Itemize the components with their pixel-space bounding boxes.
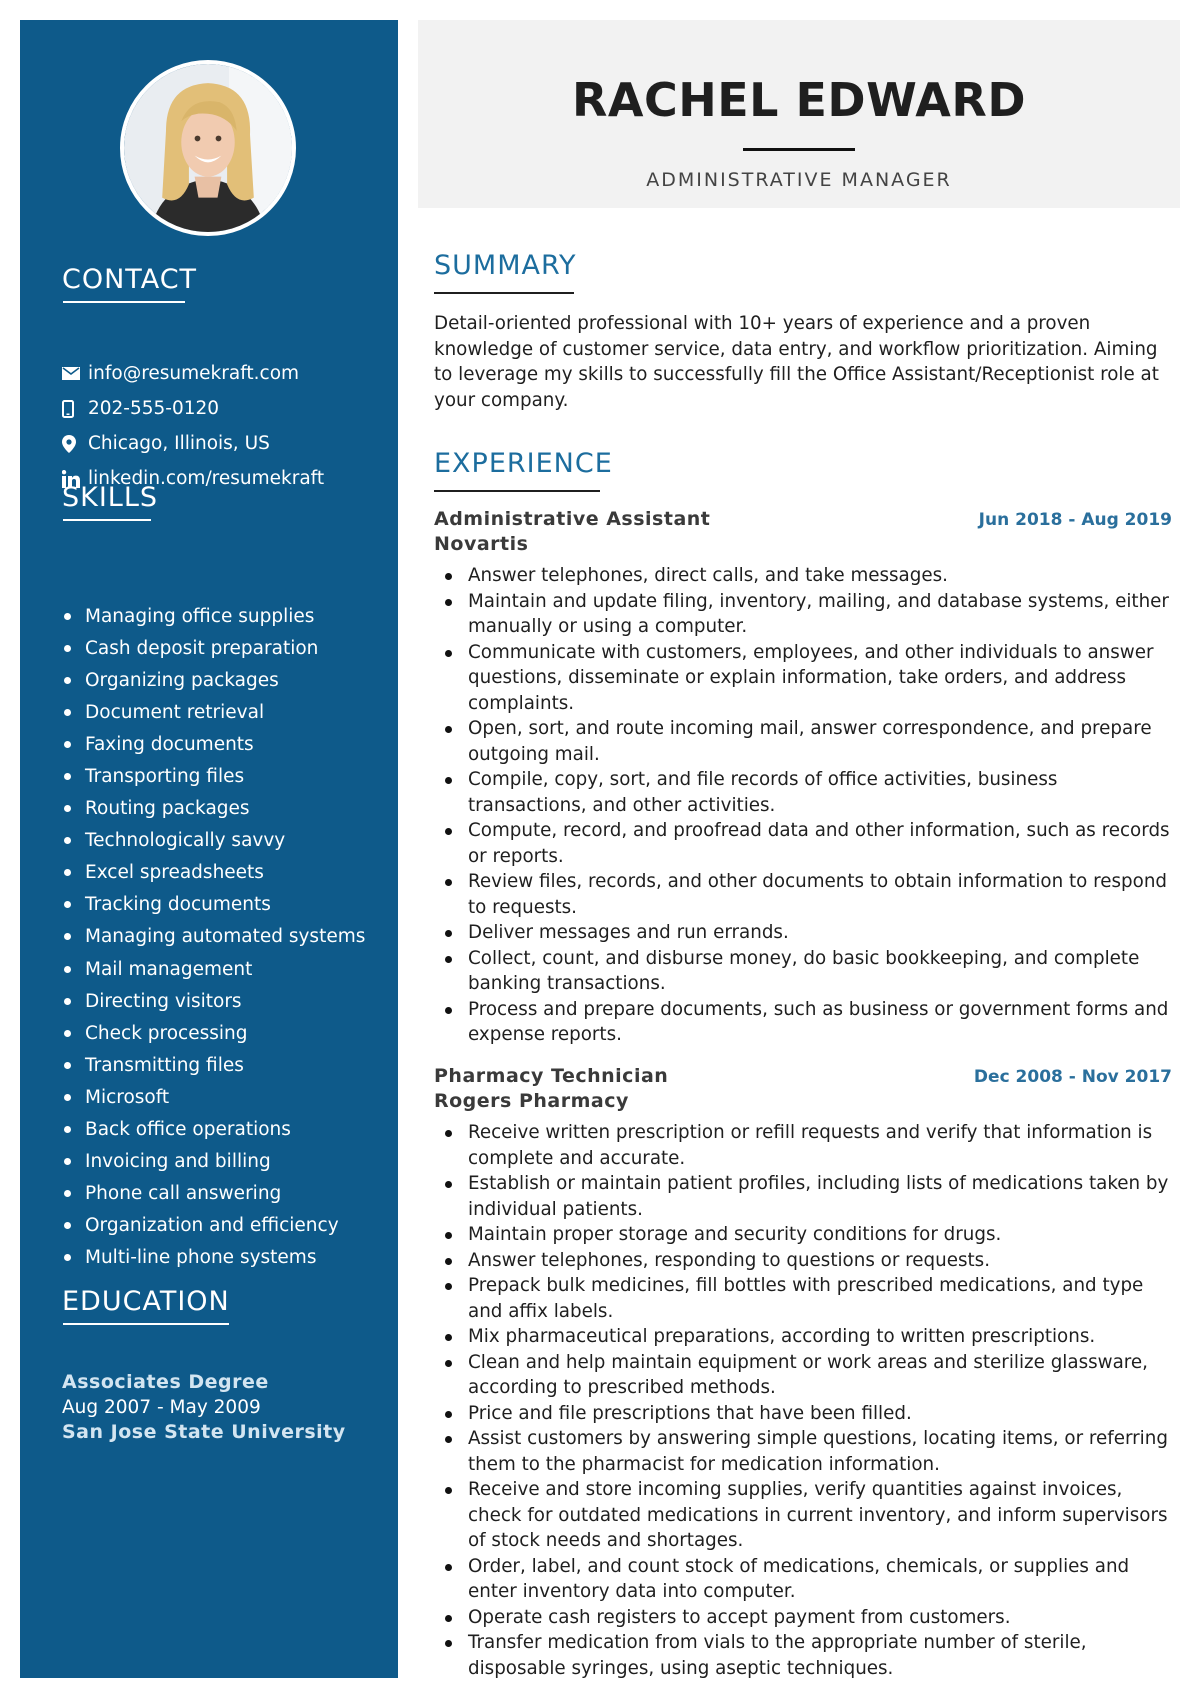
experience-duties — [434, 1120, 1174, 1681]
experience-title: Pharmacy Technician — [434, 1065, 669, 1087]
skills-list — [62, 600, 365, 1274]
duty-item: Maintain proper storage and security conditions for drugs. — [434, 1222, 1174, 1248]
experience-company: Rogers Pharmacy — [434, 1090, 629, 1112]
contact-location — [62, 426, 392, 461]
duty-item: Communicate with customers, employees, and other individuals to answer questions, disseminate or explain information, take orders, and address complaints. — [434, 640, 1174, 717]
envelope-icon — [62, 367, 88, 380]
skill-item: Invoicing and billing — [62, 1146, 365, 1178]
duty-item: Maintain and update filing, inventory, mailing, and database systems, either manually or using a computer. — [434, 589, 1174, 640]
skill-item: Microsoft — [62, 1081, 365, 1113]
resume-header — [418, 20, 1180, 208]
skill-item: Technologically savvy — [62, 825, 365, 857]
job-title: ADMINISTRATIVE MANAGER — [646, 169, 952, 191]
profile-photo — [120, 60, 296, 236]
skill-item: Excel spreadsheets — [62, 857, 365, 889]
contact-email[interactable] — [62, 356, 392, 391]
skill-item: Check processing — [62, 1017, 365, 1049]
contact-linkedin-text: linkedin.com/resumekraft — [88, 468, 325, 489]
contact-heading-rule — [63, 301, 185, 303]
duty-item: Process and prepare documents, such as business or government forms and expense reports. — [434, 997, 1174, 1048]
education-school: San Jose State University — [62, 1421, 346, 1443]
education-heading-rule — [63, 1323, 229, 1325]
sidebar — [20, 20, 398, 1678]
duty-item: Receive and store incoming supplies, verify quantities against invoices, check for outdated medications in current inventory, and inform supervisors of stock needs and shortages. — [434, 1477, 1174, 1554]
name-underline — [743, 148, 855, 151]
education-degree: Associates Degree — [62, 1371, 269, 1393]
phone-icon — [62, 400, 88, 418]
skill-item: Directing visitors — [62, 985, 365, 1017]
experience-duties — [434, 563, 1174, 1048]
duty-item: Operate cash registers to accept payment from customers. — [434, 1605, 1174, 1631]
duty-item: Transfer medication from vials to the appropriate number of sterile, disposable syringes, using aseptic techniques. — [434, 1630, 1174, 1681]
duty-item: Prepack bulk medicines, fill bottles with prescribed medications, and type and affix labels. — [434, 1273, 1174, 1324]
summary-text: Detail-oriented professional with 10+ years of experience and a proven knowledge of customer service, data entry, and workflow prioritization. Aiming to leverage my skills to successfully fill the Office Assistant/Receptionist role at your company. — [434, 313, 1159, 411]
skill-item: Managing automated systems — [62, 921, 365, 953]
skill-item: Organizing packages — [62, 664, 365, 696]
profile-photo-image — [124, 64, 292, 232]
duty-item: Answer telephones, responding to questions or requests. — [434, 1248, 1174, 1274]
duty-item: Answer telephones, direct calls, and take messages. — [434, 563, 1174, 589]
skill-item: Cash deposit preparation — [62, 632, 365, 664]
contact-email-text: info@resumekraft.com — [88, 363, 300, 384]
contact-heading: CONTACT — [62, 264, 198, 295]
experience-entry-header — [434, 508, 1174, 533]
skill-item: Transmitting files — [62, 1049, 365, 1081]
duty-item: Clean and help maintain equipment or work areas and sterilize glassware, according to prescribed methods. — [434, 1350, 1174, 1401]
contact-phone-text: 202-555-0120 — [88, 398, 220, 419]
skill-item: Multi-line phone systems — [62, 1242, 365, 1274]
experience-dates: Jun 2018 - Aug 2019 — [978, 510, 1172, 530]
duty-item: Assist customers by answering simple questions, locating items, or referring them to the pharmacist for medication information. — [434, 1426, 1174, 1477]
location-pin-icon — [62, 435, 88, 453]
experience-company: Novartis — [434, 533, 529, 555]
duty-item: Collect, count, and disburse money, do basic bookkeeping, and complete banking transactions. — [434, 946, 1174, 997]
duty-item: Price and file prescriptions that have been filled. — [434, 1401, 1174, 1427]
skill-item: Phone call answering — [62, 1178, 365, 1210]
experience-entry — [434, 1065, 1174, 1681]
duty-item: Review files, records, and other documents to obtain information to respond to requests. — [434, 869, 1174, 920]
skill-item: Faxing documents — [62, 728, 365, 760]
skills-heading: SKILLS — [62, 482, 159, 513]
skill-item: Organization and efficiency — [62, 1210, 365, 1242]
experience-entry-header — [434, 1065, 1174, 1090]
experience-heading-rule — [434, 490, 600, 492]
skill-item: Mail management — [62, 953, 365, 985]
summary-heading-rule — [434, 292, 574, 294]
experience-title: Administrative Assistant — [434, 508, 711, 530]
candidate-name: RACHEL EDWARD — [571, 73, 1026, 127]
education-heading: EDUCATION — [62, 1286, 230, 1317]
skill-item: Back office operations — [62, 1114, 365, 1146]
contact-location-text: Chicago, Illinois, US — [88, 433, 270, 454]
skills-heading-rule — [63, 519, 151, 521]
experience-dates: Dec 2008 - Nov 2017 — [973, 1067, 1172, 1087]
skill-item: Tracking documents — [62, 889, 365, 921]
summary-heading: SUMMARY — [434, 250, 577, 281]
skill-item: Document retrieval — [62, 696, 365, 728]
duty-item: Deliver messages and run errands. — [434, 920, 1174, 946]
duty-item: Receive written prescription or refill requests and verify that information is complete and accurate. — [434, 1120, 1174, 1171]
experience-heading: EXPERIENCE — [434, 448, 613, 479]
duty-item: Compile, copy, sort, and file records of office activities, business transactions, and other activities. — [434, 767, 1174, 818]
skill-item: Managing office supplies — [62, 600, 365, 632]
education-dates: Aug 2007 - May 2009 — [62, 1397, 261, 1418]
experience-entry — [434, 508, 1174, 1048]
duty-item: Compute, record, and proofread data and other information, such as records or reports. — [434, 818, 1174, 869]
duty-item: Mix pharmaceutical preparations, according to written prescriptions. — [434, 1324, 1174, 1350]
skill-item: Routing packages — [62, 793, 365, 825]
duty-item: Order, label, and count stock of medications, chemicals, or supplies and enter inventory data into computer. — [434, 1554, 1174, 1605]
duty-item: Open, sort, and route incoming mail, answer correspondence, and prepare outgoing mail. — [434, 716, 1174, 767]
education-entry — [62, 1370, 382, 1445]
contact-list — [62, 356, 392, 496]
duty-item: Establish or maintain patient profiles, including lists of medications taken by individual patients. — [434, 1171, 1174, 1222]
contact-phone[interactable] — [62, 391, 392, 426]
skill-item: Transporting files — [62, 760, 365, 792]
